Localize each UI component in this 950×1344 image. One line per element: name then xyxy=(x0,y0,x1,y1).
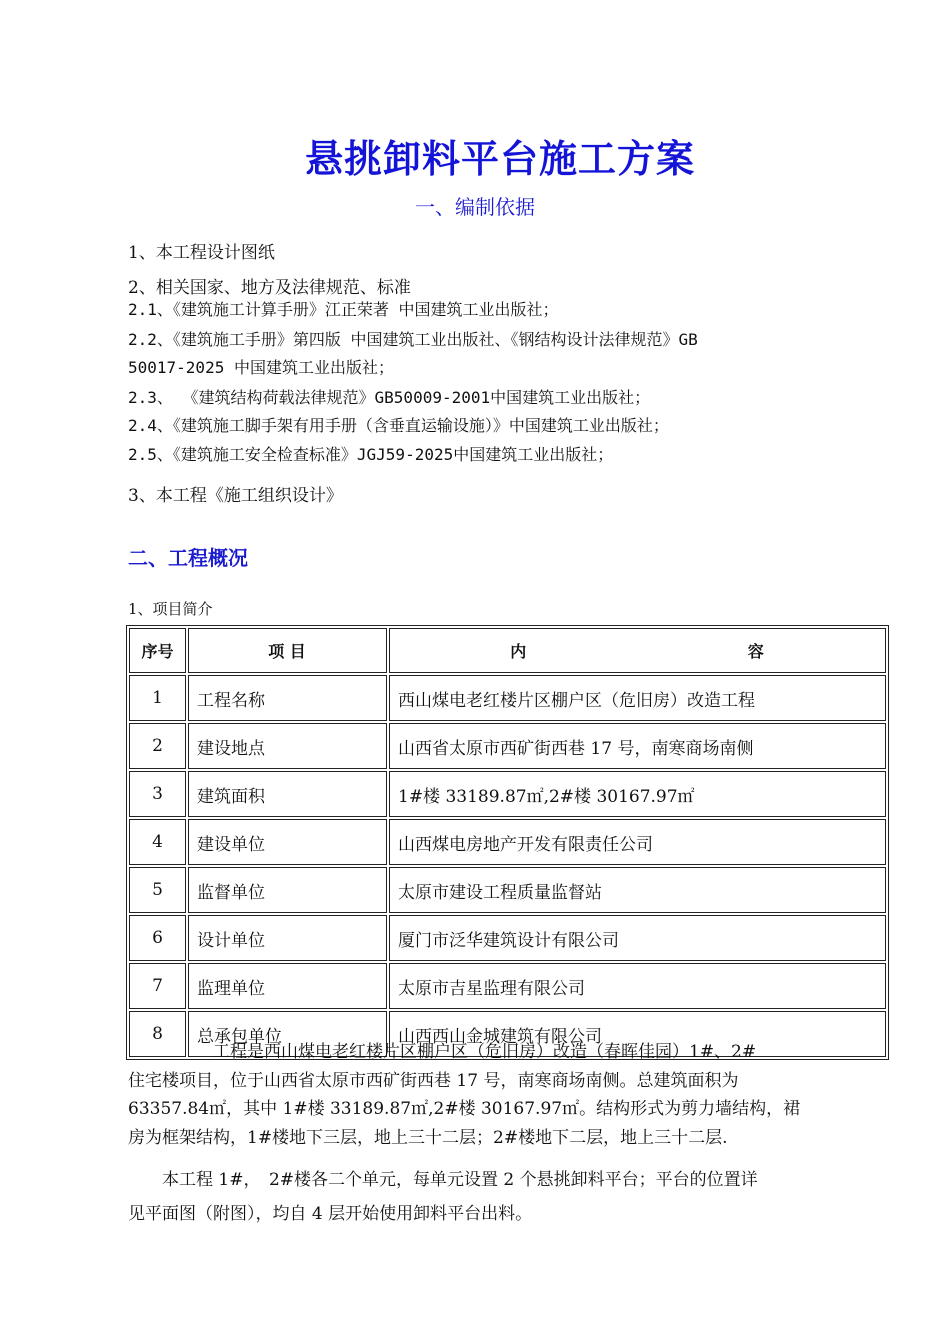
row-index: 3 xyxy=(129,771,186,817)
basis-sub-item: 2.5、《建筑施工安全检查标准》JGJ59-2025中国建筑工业出版社； xyxy=(128,445,614,464)
table-row xyxy=(129,723,886,769)
section-heading-overview: 二、工程概况 xyxy=(128,546,248,570)
basis-item-2: 2、相关国家、地方及法律规范、标准 xyxy=(128,278,411,298)
basis-sub-item: 2.1、《建筑施工计算手册》江正荣著 中国建筑工业出版社； xyxy=(128,300,559,319)
row-item: 总承包单位 xyxy=(188,1011,387,1057)
table-row xyxy=(129,819,886,865)
paragraph-line: 见平面图（附图），均自 4 层开始使用卸料平台出料。 xyxy=(128,1204,533,1224)
basis-item-3: 3、本工程《施工组织设计》 xyxy=(128,486,343,506)
row-item: 设计单位 xyxy=(188,915,387,961)
row-index: 5 xyxy=(129,867,186,913)
document-title: 悬挑卸料平台施工方案 xyxy=(304,137,695,181)
basis-sub-item: 2.4、《建筑施工脚手架有用手册（含垂直运输设施）》中国建筑工业出版社； xyxy=(128,416,669,435)
table-row xyxy=(129,963,886,1009)
project-info-table xyxy=(126,625,889,1060)
paragraph-line: 住宅楼项目，位于山西省太原市西矿街西巷 17 号，南寒商场南侧。总建筑面积为 xyxy=(128,1070,739,1091)
row-content: 山西煤电房地产开发有限责任公司 xyxy=(389,819,886,865)
paragraph-line: 本工程 1#， 2#楼各二个单元，每单元设置 2 个悬挑卸料平台；平台的位置详 xyxy=(128,1170,758,1190)
header-content: 内 容 xyxy=(389,628,886,673)
paragraph-line: 房为框架结构，1#楼地下三层，地上三十二层；2#楼地下二层，地上三十二层. xyxy=(128,1127,728,1148)
paragraph-line: 63357.84㎡，其中 1#楼 33189.87㎡,2#楼 30167.97㎡。结构形式为剪力墙结构，裙 xyxy=(128,1099,801,1119)
table-header-row xyxy=(129,628,886,673)
row-content: 太原市吉星监理有限公司 xyxy=(389,963,886,1009)
row-item: 建设地点 xyxy=(188,723,387,769)
row-item: 建筑面积 xyxy=(188,771,387,817)
section-heading-basis: 一、编制依据 xyxy=(415,195,535,219)
basis-sub-item: 2.3、 《建筑结构荷载法律规范》GB50009-2001中国建筑工业出版社； xyxy=(128,388,651,407)
header-item: 项 目 xyxy=(188,628,387,673)
row-index: 6 xyxy=(129,915,186,961)
row-item: 监督单位 xyxy=(188,867,387,913)
table-row xyxy=(129,675,886,721)
row-index: 4 xyxy=(129,819,186,865)
row-index: 7 xyxy=(129,963,186,1009)
project-intro-label: 1、项目简介 xyxy=(128,600,213,618)
table-row xyxy=(129,771,886,817)
header-index: 序号 xyxy=(129,628,186,673)
basis-sub-item: 2.2、《建筑施工手册》第四版 中国建筑工业出版社、《钢结构设计法律规范》GB xyxy=(128,330,698,349)
basis-sub-item: 50017-2025 中国建筑工业出版社； xyxy=(128,358,394,377)
row-item: 建设单位 xyxy=(188,819,387,865)
overview-paragraph-2 xyxy=(128,1163,828,1231)
row-item: 监理单位 xyxy=(188,963,387,1009)
row-index: 1 xyxy=(129,675,186,721)
row-content: 山西西山金城建筑有限公司 xyxy=(389,1011,886,1057)
row-content: 太原市建设工程质量监督站 xyxy=(389,867,886,913)
row-item: 工程名称 xyxy=(188,675,387,721)
row-index: 2 xyxy=(129,723,186,769)
table-row xyxy=(129,867,886,913)
row-index: 8 xyxy=(129,1011,186,1057)
table-row xyxy=(129,915,886,961)
paragraph-line: 工程是西山煤电老红楼片区棚户区（危旧房）改造（春晖佳园）1#、2# xyxy=(128,1042,757,1062)
overview-paragraph-1 xyxy=(128,1038,828,1152)
row-content: 厦门市泛华建筑设计有限公司 xyxy=(389,915,886,961)
row-content: 1#楼 33189.87㎡,2#楼 30167.97㎡ xyxy=(389,771,886,817)
row-content: 山西省太原市西矿街西巷 17 号，南寒商场南侧 xyxy=(389,723,886,769)
row-content: 西山煤电老红楼片区棚户区（危旧房）改造工程 xyxy=(389,675,886,721)
basis-item-1: 1、本工程设计图纸 xyxy=(128,243,275,263)
